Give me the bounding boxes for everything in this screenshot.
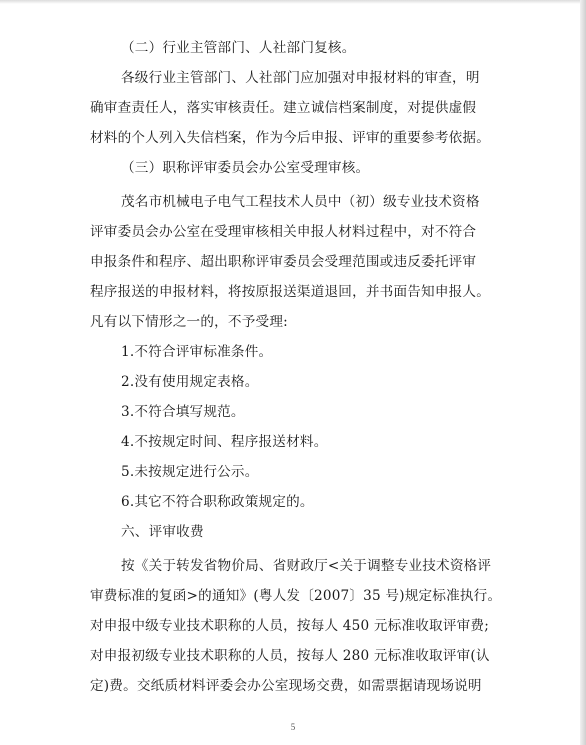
- list-item: 4.不按规定时间、程序报送材料。: [121, 434, 328, 450]
- page-top-edge: [0, 0, 586, 4]
- paragraph-line: 评审委员会办公室在受理审核相关申报人材料过程中，对不符合: [90, 224, 477, 240]
- paragraph-line: 茂名市机械电子电气工程技术人员中（初）级专业技术资格: [121, 194, 480, 210]
- page-number: 5: [290, 722, 296, 732]
- paragraph-line: 凡有以下情形之一的，不予受理:: [90, 314, 288, 330]
- paragraph-line: 确审查责任人，落实审核责任。建立诚信档案制度，对提供虚假: [90, 100, 477, 116]
- list-item: 5.未按规定进行公示。: [121, 464, 259, 480]
- paragraph-line: 各级行业主管部门、人社部门应加强对申报材料的审查，明: [121, 70, 480, 86]
- list-item: 1.不符合评审标准条件。: [121, 344, 273, 360]
- page-right-edge: [580, 0, 586, 745]
- list-item: 3.不符合填写规范。: [121, 404, 245, 420]
- list-item: 2.没有使用规定表格。: [121, 374, 259, 390]
- section-heading-acceptance: （三）职称评审委员会办公室受理审核。: [121, 160, 370, 176]
- paragraph-line: 对申报初级专业技术职称的人员，按每人 280 元标准收取评审(认: [90, 648, 490, 664]
- paragraph-line: 审费标准的复函>的通知》(粤人发〔2007〕35 号)规定标准执行。: [90, 588, 502, 604]
- section-heading-review: （二）行业主管部门、人社部门复核。: [121, 40, 356, 56]
- list-item: 6.其它不符合职称政策规定的。: [121, 494, 314, 510]
- paragraph-line: 对申报中级专业技术职称的人员，按每人 450 元标准收取评审费;: [90, 618, 490, 634]
- paragraph-line: 材料的个人列入失信档案，作为今后申报、评审的重要参考依据。: [90, 130, 491, 146]
- section-heading-fees: 六、评审收费: [121, 524, 204, 540]
- paragraph-line: 定)费。交纸质材料评委会办公室现场交费，如需票据请现场说明: [90, 678, 482, 694]
- paragraph-line: 申报条件和程序、超出职称评审委员会受理范围或违反委托评审: [90, 254, 477, 270]
- paragraph-line: 程序报送的申报材料，将按原报送渠道退回，并书面告知申报人。: [90, 284, 491, 300]
- paragraph-line: 按《关于转发省物价局、省财政厅<关于调整专业技术资格评: [121, 558, 492, 574]
